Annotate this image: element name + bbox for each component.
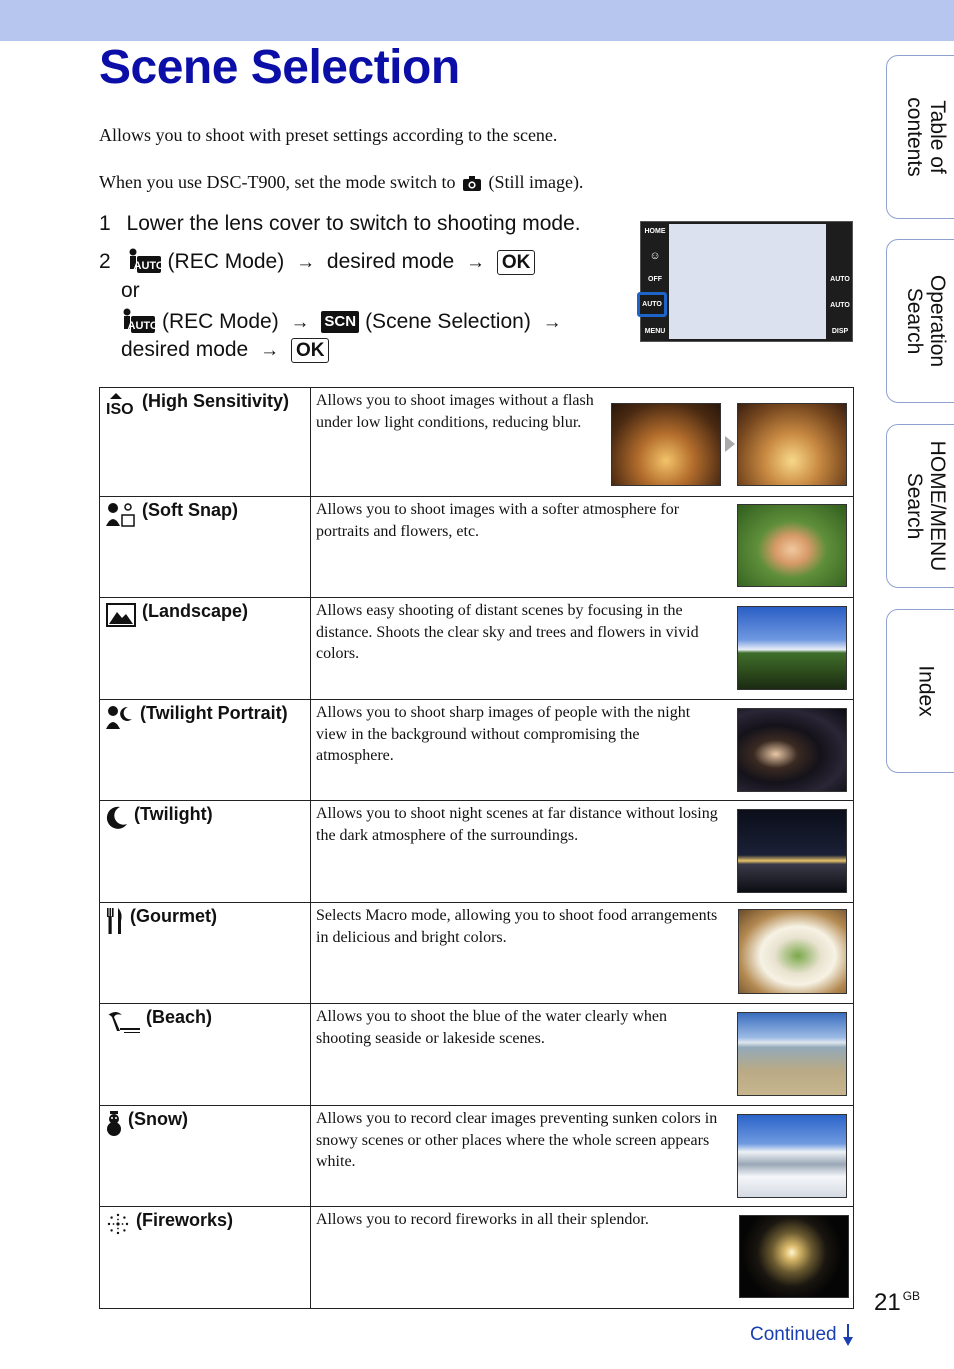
scene-name-cell (100, 497, 311, 598)
beach-icon (106, 1009, 140, 1038)
mode-switch-text: When you use DSC-T900, set the mode switch to (99, 172, 456, 192)
scene-description: Allows you to record clear images preventing sunken colors in snowy scenes or other places where the whole screen appears white. (316, 1110, 718, 1171)
step-2 (99, 248, 535, 280)
scene-name-cell (100, 801, 311, 903)
lcd-screen (669, 224, 826, 339)
scene-desc-cell (311, 598, 854, 700)
soft-snap-photo (737, 504, 847, 587)
table-row (100, 1207, 854, 1309)
lcd-macro-auto-label: AUTO (830, 302, 850, 309)
scene-description: Allows you to shoot images with a softer atmosphere for portraits and flowers, etc. (316, 501, 680, 540)
scene-name: (Twilight) (134, 804, 213, 824)
scene-desc-cell (311, 1207, 854, 1309)
tab-index[interactable] (886, 609, 954, 773)
scene-name-cell (100, 903, 311, 1004)
scene-desc-cell (311, 388, 854, 497)
scene-name-cell (100, 1207, 311, 1309)
moon-icon (106, 806, 128, 835)
tab-operation-search[interactable] (886, 239, 954, 403)
gourmet-photo (738, 909, 847, 994)
tab-label: HOME/MENU Search (903, 440, 949, 572)
twilight-portrait-icon (106, 705, 134, 734)
scene-name: (Snow) (128, 1109, 188, 1129)
still-camera-icon (463, 175, 481, 196)
mode-switch-note (99, 172, 583, 196)
scene-name-cell (100, 388, 311, 497)
scene-name: (Beach) (146, 1007, 213, 1027)
scene-description: Allows you to shoot sharp images of people with the night view in the background without compromising the atmosphere. (316, 704, 691, 765)
lcd-off-label: OFF (648, 276, 662, 283)
scene-name: (Fireworks) (136, 1210, 234, 1230)
lcd-flash-auto-label: AUTO (830, 276, 850, 283)
landscape-icon (106, 603, 136, 632)
step-text: Lower the lens cover to switch to shooting mode. (126, 212, 581, 235)
step-number: 1 (99, 212, 111, 235)
svg-text:AUTO: AUTO (133, 260, 162, 272)
intro-text: Allows you to shoot with preset settings according to the scene. (99, 125, 558, 145)
fork-knife-icon (106, 908, 124, 939)
fireworks-photo (739, 1215, 849, 1298)
lcd-left-column (641, 222, 669, 341)
beach-photo (737, 1012, 847, 1096)
fireworks-icon (106, 1212, 130, 1241)
iso-icon (106, 393, 136, 420)
step-2-or: or (121, 279, 140, 302)
rec-mode-label: (REC Mode) (162, 310, 279, 333)
lcd-auto-label: AUTO (642, 301, 662, 308)
high-sensitivity-before-photo (611, 403, 721, 486)
scene-name-cell (100, 1106, 311, 1207)
continued-link[interactable] (750, 1324, 854, 1346)
table-row (100, 1106, 854, 1207)
scene-name-cell (100, 1004, 311, 1106)
side-tabs (886, 0, 954, 800)
snowman-icon (106, 1111, 122, 1142)
arrow-down-icon (842, 1324, 854, 1345)
tab-label: Table of contents (903, 97, 949, 177)
scene-description: Allows you to record fireworks in all their splendor. (316, 1211, 649, 1228)
scn-icon: SCN (321, 311, 359, 333)
arrow: → (466, 252, 486, 273)
rec-mode-auto-icon (121, 308, 156, 340)
soft-snap-icon (106, 502, 136, 533)
header-bar (0, 0, 954, 41)
scene-description: Selects Macro mode, allowing you to shoot food arrangements in delicious and bright colors. (316, 907, 718, 946)
scene-description: Allows you to shoot the blue of the water clearly when shooting seaside or lakeside scenes. (316, 1008, 668, 1047)
table-row (100, 903, 854, 1004)
scene-description: Allows you to shoot images without a flash under low light conditions, reducing blur. (316, 392, 594, 431)
table-row (100, 801, 854, 903)
lcd-selected-auto (637, 292, 667, 317)
tab-label: Operation Search (903, 274, 949, 368)
scene-name: (Twilight Portrait) (140, 703, 288, 723)
table-row (100, 1004, 854, 1106)
scene-table (99, 387, 854, 1309)
scene-name: (High Sensitivity) (142, 391, 290, 411)
rec-mode-auto-icon (127, 248, 162, 280)
scene-name-cell (100, 598, 311, 700)
still-image-label: (Still image). (488, 172, 584, 192)
svg-text:ISO: ISO (106, 401, 134, 415)
scene-selection-label: (Scene Selection) (365, 310, 531, 333)
desired-mode-label: desired mode (326, 250, 455, 273)
step-2-alt-end (121, 338, 329, 363)
scene-desc-cell (311, 1004, 854, 1106)
lcd-menu-label: MENU (644, 328, 666, 335)
scene-desc-cell (311, 801, 854, 903)
lcd-face-icon: ☺ (649, 250, 661, 262)
page-title: Scene Selection (99, 41, 460, 94)
table-row (100, 598, 854, 700)
scene-description: Allows easy shooting of distant scenes by focusing in the distance. Shoots the clear sky and trees and flowers in vivid colors. (316, 602, 699, 663)
scene-name: (Landscape) (142, 601, 249, 621)
tab-label: Index (914, 665, 938, 717)
tab-home-menu-search[interactable] (886, 424, 954, 588)
arrow: → (542, 312, 562, 333)
comparison-arrow-icon (725, 436, 735, 452)
scene-desc-cell (311, 497, 854, 598)
scene-name: (Soft Snap) (142, 500, 238, 520)
scene-desc-cell (311, 700, 854, 801)
snow-photo (737, 1114, 847, 1198)
scene-desc-cell (311, 1106, 854, 1207)
step-1 (99, 212, 581, 236)
camera-lcd-illustration (640, 221, 853, 342)
scene-name: (Gourmet) (130, 906, 217, 926)
twilight-portrait-photo (737, 708, 847, 792)
tab-table-of-contents[interactable] (886, 55, 954, 219)
arrow: → (290, 312, 310, 333)
ok-button: OK (497, 250, 536, 275)
scene-name-cell (100, 700, 311, 801)
arrow: → (296, 252, 316, 273)
step-number: 2 (99, 250, 111, 273)
twilight-photo (737, 809, 847, 893)
page-number (874, 1289, 920, 1317)
scene-description: Allows you to shoot night scenes at far distance without losing the dark atmosphere of the surroundings. (316, 805, 718, 844)
svg-text:AUTO: AUTO (127, 320, 156, 332)
step-2-alt (121, 308, 568, 340)
table-row (100, 388, 854, 497)
continued-label: Continued (750, 1324, 837, 1345)
lcd-right-column (826, 222, 854, 341)
scene-desc-cell (311, 903, 854, 1004)
high-sensitivity-after-photo (737, 403, 847, 486)
table-row (100, 497, 854, 598)
arrow: → (260, 340, 280, 362)
page-suffix: GB (902, 1289, 921, 1303)
page-number-value: 21 (874, 1289, 901, 1316)
lcd-disp-label: DISP (831, 328, 849, 335)
rec-mode-label: (REC Mode) (167, 250, 285, 273)
table-row (100, 700, 854, 801)
desired-mode-label: desired mode (121, 338, 249, 362)
lcd-home-label: HOME (644, 228, 666, 235)
ok-button: OK (291, 338, 330, 363)
landscape-photo (737, 606, 847, 690)
